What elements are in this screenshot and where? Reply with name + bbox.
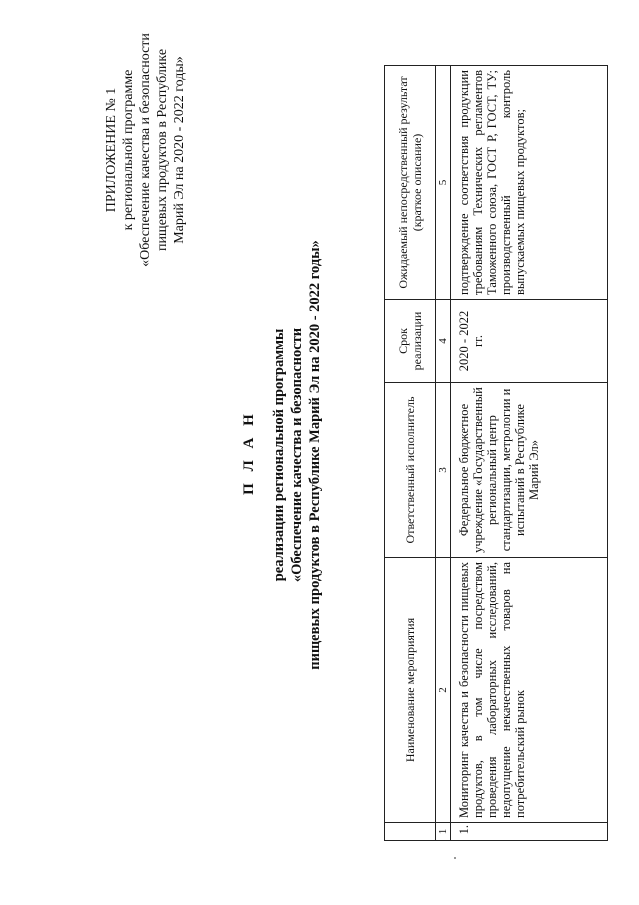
header-num bbox=[385, 823, 436, 841]
plan-subtitle bbox=[270, 175, 324, 735]
row-term: 2020 - 2022 гг. bbox=[451, 300, 608, 383]
row-expected-result: подтверждение соответствия продукции требованиям Технических регламентов Таможенного союза, ГОСТ Р, ГОСТ, ТУ; производственный контроль выпускаемых пищевых продуктов; bbox=[451, 66, 608, 300]
appendix-line-5: Марий Эл на 2020 - 2022 годы» bbox=[172, 56, 187, 244]
appendix-header bbox=[103, 0, 188, 300]
header-executor: Ответственный исполнитель bbox=[385, 383, 436, 558]
plan-title: П Л А Н bbox=[241, 410, 257, 495]
plan-subtitle-line-3: пищевых продуктов в Республике Марий Эл на 2020 - 2022 годы» bbox=[307, 240, 323, 670]
column-number: 4 bbox=[436, 300, 451, 383]
column-number: 3 bbox=[436, 383, 451, 558]
appendix-line-4: пищевых продуктов в Республике bbox=[155, 48, 170, 252]
row-number: 1. bbox=[451, 823, 608, 841]
appendix-line-3: «Обеспечение качества и безопасности bbox=[138, 33, 153, 267]
row-executor: Федеральное бюджетное учреждение «Государственный региональный центр стандартизации, метрологии и испытаний в Республике Марий Эл» bbox=[451, 383, 608, 558]
plan-subtitle-line-1: реализации региональной программы bbox=[271, 328, 287, 582]
appendix-line-1: ПРИЛОЖЕНИЕ № 1 bbox=[104, 87, 119, 213]
column-number: 2 bbox=[436, 558, 451, 823]
scan-speck bbox=[454, 857, 456, 859]
column-number: 5 bbox=[436, 66, 451, 300]
row-activity-name: Мониторинг качества и безопасности пищевых продуктов, в том числе посредством проведения лабораторных исследований, недопущение некачественных товаров на потребительский рынок bbox=[451, 558, 608, 823]
table-header-row bbox=[385, 66, 436, 841]
header-term: Срок реализации bbox=[385, 300, 436, 383]
column-number: 1 bbox=[436, 823, 451, 841]
appendix-line-2: к региональной программе bbox=[121, 69, 136, 231]
header-result: Ожидаемый непосредственный результат (краткое описание) bbox=[385, 66, 436, 300]
column-number-row bbox=[436, 66, 451, 841]
table-row bbox=[451, 66, 608, 841]
header-name: Наименование мероприятия bbox=[385, 558, 436, 823]
plan-subtitle-line-2: «Обеспечение качества и безопасности bbox=[289, 327, 305, 583]
plan-table bbox=[384, 65, 608, 841]
